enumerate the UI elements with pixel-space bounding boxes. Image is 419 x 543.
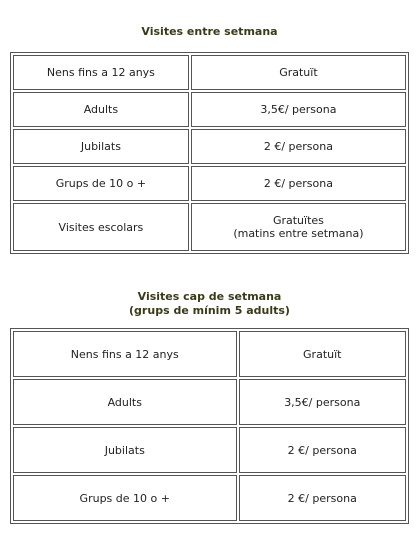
table-row	[13, 379, 406, 425]
weekend-title	[0, 290, 419, 318]
price-cell	[239, 331, 406, 377]
category-cell: Nens fins a 12 anys	[13, 331, 237, 377]
weekday-price-table	[10, 52, 409, 254]
price-note-text: (matins entre setmana)	[233, 227, 364, 240]
table-row	[13, 203, 406, 251]
category-cell: Adults	[13, 92, 189, 127]
weekday-title	[0, 25, 419, 39]
price-text: Gratuïtes	[272, 214, 324, 227]
weekday-title-text: Visites entre setmana	[141, 25, 278, 38]
price-cell	[239, 379, 406, 425]
price-text: Gratuït	[303, 347, 342, 361]
category-cell: Grups de 10 o +	[13, 475, 237, 521]
weekend-price-table	[10, 328, 409, 524]
table-row	[13, 475, 406, 521]
category-cell: Nens fins a 12 anys	[13, 55, 189, 90]
category-cell: Visites escolars	[13, 203, 189, 251]
weekend-title-line1: Visites cap de setmana	[137, 290, 282, 303]
price-text: 2 €/ persona	[287, 491, 357, 505]
table-row	[13, 427, 406, 473]
category-cell: Adults	[13, 379, 237, 425]
category-cell: Jubilats	[13, 129, 189, 164]
price-cell	[191, 129, 406, 164]
weekend-title-line2: (grups de mínim 5 adults)	[129, 304, 290, 317]
price-text: 2 €/ persona	[263, 177, 333, 190]
category-cell: Grups de 10 o +	[13, 166, 189, 201]
table-row	[13, 166, 406, 201]
table-row	[13, 92, 406, 127]
table-row	[13, 55, 406, 90]
price-text: 2 €/ persona	[263, 140, 333, 153]
table-row	[13, 331, 406, 377]
price-cell	[191, 166, 406, 201]
price-text: 3,5€/ persona	[260, 103, 337, 116]
price-text: 3,5€/ persona	[284, 395, 361, 409]
category-cell: Jubilats	[13, 427, 237, 473]
price-cell	[191, 203, 406, 251]
price-cell	[239, 427, 406, 473]
price-cell	[191, 55, 406, 90]
price-text: Gratuït	[279, 66, 318, 79]
price-cell	[239, 475, 406, 521]
table-row	[13, 129, 406, 164]
price-cell	[191, 92, 406, 127]
price-text: 2 €/ persona	[287, 443, 357, 457]
